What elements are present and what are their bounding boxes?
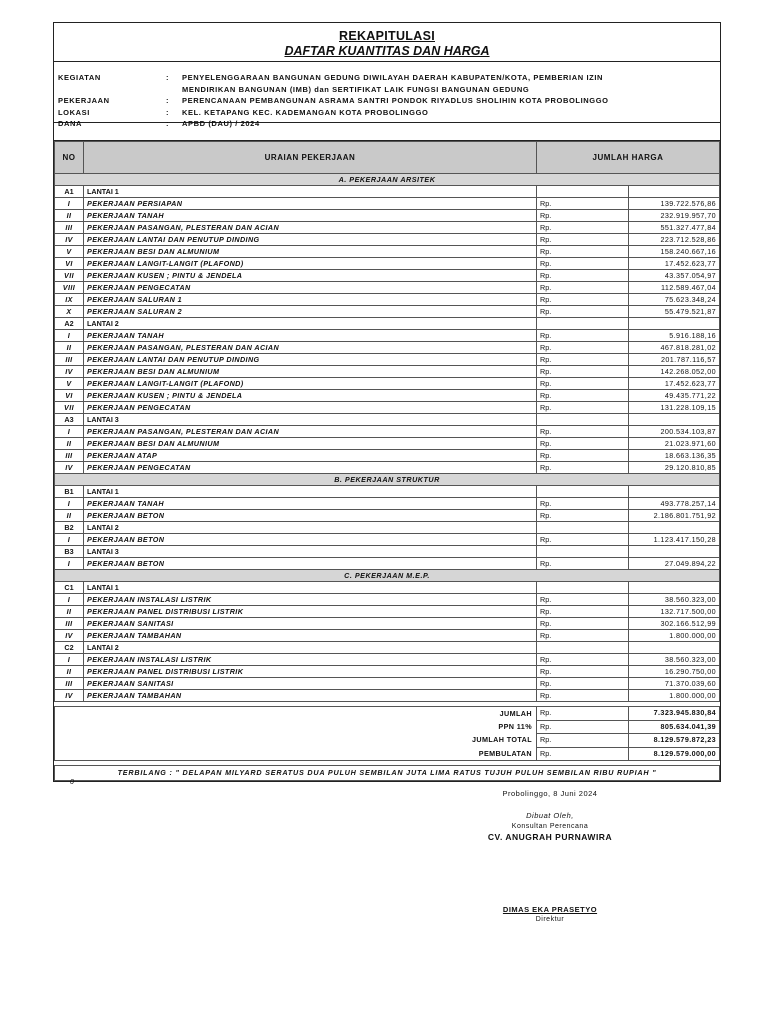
currency-label: Rp. (537, 594, 629, 606)
info-row (58, 84, 720, 96)
table-header-row (55, 142, 720, 174)
item-description: PEKERJAAN TAMBAHAN (84, 630, 537, 642)
currency-label: Rp. (537, 402, 629, 414)
place-date: Probolinggo, 8 Juni 2024 (502, 789, 598, 798)
item-amount: 21.023.971,60 (628, 438, 720, 450)
empty-cell (628, 414, 720, 426)
item-description: PEKERJAAN PASANGAN, PLESTERAN DAN ACIAN (84, 222, 537, 234)
info-label: KEGIATAN (58, 73, 101, 82)
header-no: NO (55, 142, 84, 174)
currency-label: Rp. (537, 306, 629, 318)
table-row (55, 258, 720, 270)
currency-label: Rp. (537, 690, 629, 702)
empty-cell (628, 642, 720, 654)
item-number: I (55, 330, 84, 342)
item-description: PEKERJAAN LANGIT-LANGIT (PLAFOND) (84, 258, 537, 270)
group-code: B1 (55, 486, 84, 498)
made-by: Dibuat Oleh, (526, 811, 574, 820)
item-description: PEKERJAAN TANAH (84, 210, 537, 222)
item-number: VI (55, 390, 84, 402)
item-amount: 43.357.054,97 (628, 270, 720, 282)
group-code: C2 (55, 642, 84, 654)
table-row (55, 690, 720, 702)
item-amount: 158.240.667,16 (628, 246, 720, 258)
item-description: PEKERJAAN KUSEN ; PINTU & JENDELA (84, 390, 537, 402)
empty-cell (537, 414, 629, 426)
company-name: CV. ANUGRAH PURNAWIRA (487, 832, 613, 842)
info-value: MENDIRIKAN BANGUNAN (IMB) dan SERTIFIKAT LAIK FUNGSI BANGUNAN GEDUNG (182, 84, 530, 94)
table-row (55, 462, 720, 474)
item-amount: 223.712.528,86 (628, 234, 720, 246)
currency-label: Rp. (537, 462, 629, 474)
item-description: PEKERJAAN SANITASI (84, 618, 537, 630)
currency-label: Rp. (537, 707, 629, 721)
item-number: II (55, 666, 84, 678)
group-row (55, 522, 720, 534)
header-uraian: URAIAN PEKERJAAN (84, 142, 537, 174)
info-value: PERENCANAAN PEMBANGUNAN ASRAMA SANTRI PONDOK RIYADLUS SHOLIHIN KOTA PROBOLINGGO (182, 96, 609, 105)
empty-cell (537, 186, 629, 198)
table-row (55, 630, 720, 642)
empty-cell (628, 582, 720, 594)
item-amount: 17.452.623,77 (628, 258, 720, 270)
group-label: LANTAI 3 (84, 414, 537, 426)
table-row (55, 366, 720, 378)
total-row (55, 747, 720, 761)
item-description: PEKERJAAN LANTAI DAN PENUTUP DINDING (84, 354, 537, 366)
empty-cell (628, 486, 720, 498)
currency-label: Rp. (537, 558, 629, 570)
group-row (55, 318, 720, 330)
header-jumlah: JUMLAH HARGA (537, 142, 720, 174)
group-row (55, 486, 720, 498)
table-row (55, 558, 720, 570)
section-row (55, 474, 720, 486)
item-amount: 139.722.576,86 (628, 198, 720, 210)
empty-cell (628, 522, 720, 534)
info-label: DANA (58, 119, 83, 128)
item-number: III (55, 678, 84, 690)
info-label: LOKASI (58, 107, 90, 117)
item-description: PEKERJAAN PANEL DISTRIBUSI LISTRIK (84, 606, 537, 618)
item-number: VII (55, 270, 84, 282)
currency-label: Rp. (537, 450, 629, 462)
currency-label: Rp. (537, 618, 629, 630)
item-description: PEKERJAAN PENGECATAN (84, 462, 537, 474)
currency-label: Rp. (537, 222, 629, 234)
group-label: LANTAI 2 (84, 318, 537, 330)
item-number: II (55, 438, 84, 450)
item-description: PEKERJAAN PANEL DISTRIBUSI LISTRIK (84, 666, 537, 678)
table-row (55, 654, 720, 666)
cost-table (54, 141, 720, 781)
item-amount: 493.778.257,14 (628, 498, 720, 510)
empty-cell (537, 546, 629, 558)
total-row (55, 720, 720, 734)
total-label: PPN 11% (55, 720, 537, 734)
currency-label: Rp. (537, 246, 629, 258)
item-number: III (55, 450, 84, 462)
table-row (55, 498, 720, 510)
item-number: VI (55, 258, 84, 270)
signer-name: DIMAS EKA PRASETYO (502, 905, 598, 914)
item-amount: 16.290.750,00 (628, 666, 720, 678)
total-amount: 8.129.579.872,23 (628, 734, 720, 748)
table-row (55, 666, 720, 678)
currency-label: Rp. (537, 210, 629, 222)
item-amount: 2.186.801.751,92 (628, 510, 720, 522)
item-description: PEKERJAAN BESI DAN ALMUNIUM (84, 246, 537, 258)
item-description: PEKERJAAN INSTALASI LISTRIK (84, 594, 537, 606)
item-description: PEKERJAAN SALURAN 2 (84, 306, 537, 318)
group-label: LANTAI 3 (84, 546, 537, 558)
table-row (55, 618, 720, 630)
item-number: I (55, 654, 84, 666)
group-row (55, 546, 720, 558)
item-number: VII (55, 402, 84, 414)
item-number: I (55, 498, 84, 510)
table-row (55, 450, 720, 462)
item-number: VIII (55, 282, 84, 294)
item-amount: 200.534.103,87 (628, 426, 720, 438)
item-description: PEKERJAAN KUSEN ; PINTU & JENDELA (84, 270, 537, 282)
item-amount: 49.435.771,22 (628, 390, 720, 402)
consultant-role: Konsultan Perencana (511, 823, 589, 830)
group-code: A1 (55, 186, 84, 198)
group-code: A3 (55, 414, 84, 426)
table-row (55, 378, 720, 390)
item-description: PEKERJAAN BESI DAN ALMUNIUM (84, 438, 537, 450)
item-number: V (55, 378, 84, 390)
info-row (58, 118, 720, 130)
item-number: IV (55, 630, 84, 642)
item-description: PEKERJAAN TAMBAHAN (84, 690, 537, 702)
item-number: I (55, 426, 84, 438)
currency-label: Rp. (537, 426, 629, 438)
item-amount: 38.560.323,00 (628, 654, 720, 666)
currency-label: Rp. (537, 378, 629, 390)
item-amount: 131.228.109,15 (628, 402, 720, 414)
item-number: I (55, 534, 84, 546)
table-row (55, 678, 720, 690)
total-row (55, 734, 720, 748)
total-amount: 8.129.579.000,00 (628, 747, 720, 761)
info-label: PEKERJAAN (58, 96, 110, 105)
info-separator: : (166, 96, 170, 105)
info-separator: : (166, 119, 170, 128)
item-description: PEKERJAAN BETON (84, 510, 537, 522)
table-row (55, 306, 720, 318)
table-body (55, 174, 720, 781)
total-amount: 7.323.945.830,84 (628, 707, 720, 721)
item-amount: 71.370.039,60 (628, 678, 720, 690)
item-description: PEKERJAAN ATAP (84, 450, 537, 462)
item-description: PEKERJAAN TANAH (84, 330, 537, 342)
table-row (55, 534, 720, 546)
item-description: PEKERJAAN INSTALASI LISTRIK (84, 654, 537, 666)
empty-cell (537, 642, 629, 654)
currency-label: Rp. (537, 366, 629, 378)
item-amount: 467.818.281,02 (628, 342, 720, 354)
empty-cell (537, 486, 629, 498)
currency-label: Rp. (537, 282, 629, 294)
group-label: LANTAI 2 (84, 522, 537, 534)
item-amount: 5.916.188,16 (628, 330, 720, 342)
item-amount: 75.623.348,24 (628, 294, 720, 306)
table-row (55, 246, 720, 258)
empty-cell (628, 186, 720, 198)
item-description: PEKERJAAN PASANGAN, PLESTERAN DAN ACIAN (84, 342, 537, 354)
currency-label: Rp. (537, 654, 629, 666)
total-label: PEMBULATAN (55, 747, 537, 761)
section-label: C. PEKERJAAN M.E.P. (55, 570, 720, 582)
item-description: PEKERJAAN SANITASI (84, 678, 537, 690)
item-number: IX (55, 294, 84, 306)
table-row (55, 282, 720, 294)
group-row (55, 582, 720, 594)
total-row (55, 707, 720, 721)
item-description: PEKERJAAN BETON (84, 534, 537, 546)
table-row (55, 270, 720, 282)
currency-label: Rp. (537, 354, 629, 366)
group-label: LANTAI 2 (84, 642, 537, 654)
stray-mark: 0 (70, 779, 74, 786)
item-number: II (55, 210, 84, 222)
info-value: KEL. KETAPANG KEC. KADEMANGAN KOTA PROBOLINGGO (182, 107, 429, 117)
total-label: JUMLAH (55, 707, 537, 721)
item-amount: 1.123.417.150,28 (628, 534, 720, 546)
currency-label: Rp. (537, 198, 629, 210)
item-number: II (55, 342, 84, 354)
currency-label: Rp. (537, 510, 629, 522)
group-row (55, 186, 720, 198)
info-label (58, 84, 166, 96)
item-amount: 1.800.000,00 (628, 630, 720, 642)
group-code: C1 (55, 582, 84, 594)
item-amount: 302.166.512,99 (628, 618, 720, 630)
empty-cell (628, 546, 720, 558)
item-amount: 232.919.957,70 (628, 210, 720, 222)
currency-label: Rp. (537, 630, 629, 642)
item-number: III (55, 618, 84, 630)
currency-label: Rp. (537, 534, 629, 546)
info-separator: : (166, 73, 170, 82)
table-row (55, 390, 720, 402)
info-value: APBD (DAU) / 2024 (182, 119, 260, 128)
currency-label: Rp. (537, 390, 629, 402)
currency-label: Rp. (537, 678, 629, 690)
table-row (55, 594, 720, 606)
item-number: IV (55, 462, 84, 474)
item-description: PEKERJAAN PASANGAN, PLESTERAN DAN ACIAN (84, 426, 537, 438)
currency-label: Rp. (537, 342, 629, 354)
info-separator (166, 84, 182, 96)
empty-cell (537, 582, 629, 594)
currency-label: Rp. (537, 498, 629, 510)
item-amount: 29.120.810,85 (628, 462, 720, 474)
signer-title: Direktur (535, 916, 565, 923)
document-title: REKAPITULASI (339, 29, 435, 43)
group-row (55, 414, 720, 426)
item-amount: 201.787.116,57 (628, 354, 720, 366)
item-number: V (55, 246, 84, 258)
section-label: A. PEKERJAAN ARSITEK (55, 174, 720, 186)
item-amount: 112.589.467,04 (628, 282, 720, 294)
item-number: I (55, 594, 84, 606)
empty-cell (628, 318, 720, 330)
item-number: II (55, 510, 84, 522)
empty-cell (537, 318, 629, 330)
info-row (58, 72, 720, 84)
table-row (55, 198, 720, 210)
table-row (55, 402, 720, 414)
table-row (55, 222, 720, 234)
currency-label: Rp. (537, 720, 629, 734)
section-label: B. PEKERJAAN STRUKTUR (55, 474, 720, 486)
info-row (58, 107, 720, 119)
section-row (55, 570, 720, 582)
item-description: PEKERJAAN LANGIT-LANGIT (PLAFOND) (84, 378, 537, 390)
document-subtitle: DAFTAR KUANTITAS DAN HARGA (284, 44, 490, 58)
currency-label: Rp. (537, 747, 629, 761)
table-row (55, 234, 720, 246)
item-number: X (55, 306, 84, 318)
item-number: I (55, 198, 84, 210)
group-label: LANTAI 1 (84, 582, 537, 594)
group-label: LANTAI 1 (84, 186, 537, 198)
total-label: JUMLAH TOTAL (55, 734, 537, 748)
item-description: PEKERJAAN PENGECATAN (84, 402, 537, 414)
currency-label: Rp. (537, 438, 629, 450)
rekap-sheet (53, 22, 721, 782)
table-row (55, 330, 720, 342)
item-number: III (55, 354, 84, 366)
group-code: A2 (55, 318, 84, 330)
table-row (55, 210, 720, 222)
table-row (55, 354, 720, 366)
currency-label: Rp. (537, 330, 629, 342)
item-amount: 551.327.477,84 (628, 222, 720, 234)
currency-label: Rp. (537, 606, 629, 618)
title-block (54, 23, 720, 62)
terbilang-row (55, 766, 720, 781)
item-description: PEKERJAAN SALURAN 1 (84, 294, 537, 306)
item-amount: 27.049.894,22 (628, 558, 720, 570)
item-amount: 38.560.323,00 (628, 594, 720, 606)
item-description: PEKERJAAN PENGECATAN (84, 282, 537, 294)
project-info (54, 62, 720, 128)
item-number: III (55, 222, 84, 234)
group-label: LANTAI 1 (84, 486, 537, 498)
currency-label: Rp. (537, 666, 629, 678)
item-amount: 18.663.136,35 (628, 450, 720, 462)
item-amount: 132.717.500,00 (628, 606, 720, 618)
item-description: PEKERJAAN BESI DAN ALMUNIUM (84, 366, 537, 378)
table-row (55, 342, 720, 354)
item-number: IV (55, 366, 84, 378)
item-description: PEKERJAAN LANTAI DAN PENUTUP DINDING (84, 234, 537, 246)
item-number: IV (55, 234, 84, 246)
table-row (55, 426, 720, 438)
currency-label: Rp. (537, 734, 629, 748)
item-amount: 17.452.623,77 (628, 378, 720, 390)
table-row (55, 510, 720, 522)
currency-label: Rp. (537, 270, 629, 282)
section-row (55, 174, 720, 186)
table-row (55, 438, 720, 450)
item-description: PEKERJAAN TANAH (84, 498, 537, 510)
terbilang-text: TERBILANG : " DELAPAN MILYARD SERATUS DUA PULUH SEMBILAN JUTA LIMA RATUS TUJUH PULUH SEMBILAN RIBU RUPIAH " (55, 766, 720, 781)
currency-label: Rp. (537, 258, 629, 270)
currency-label: Rp. (537, 234, 629, 246)
item-amount: 55.479.521,87 (628, 306, 720, 318)
item-number: IV (55, 690, 84, 702)
currency-label: Rp. (537, 294, 629, 306)
info-separator: : (166, 107, 170, 117)
total-amount: 805.634.041,39 (628, 720, 720, 734)
item-number: I (55, 558, 84, 570)
group-code: B2 (55, 522, 84, 534)
item-description: PEKERJAAN PERSIAPAN (84, 198, 537, 210)
info-value: PENYELENGGARAAN BANGUNAN GEDUNG DIWILAYAH DAERAH KABUPATEN/KOTA, PEMBERIAN IZIN (182, 73, 604, 82)
group-code: B3 (55, 546, 84, 558)
group-row (55, 642, 720, 654)
item-amount: 1.800.000,00 (628, 690, 720, 702)
item-amount: 142.268.052,00 (628, 366, 720, 378)
table-row (55, 294, 720, 306)
table-row (55, 606, 720, 618)
info-row (58, 95, 720, 107)
item-number: II (55, 606, 84, 618)
empty-cell (537, 522, 629, 534)
item-description: PEKERJAAN BETON (84, 558, 537, 570)
